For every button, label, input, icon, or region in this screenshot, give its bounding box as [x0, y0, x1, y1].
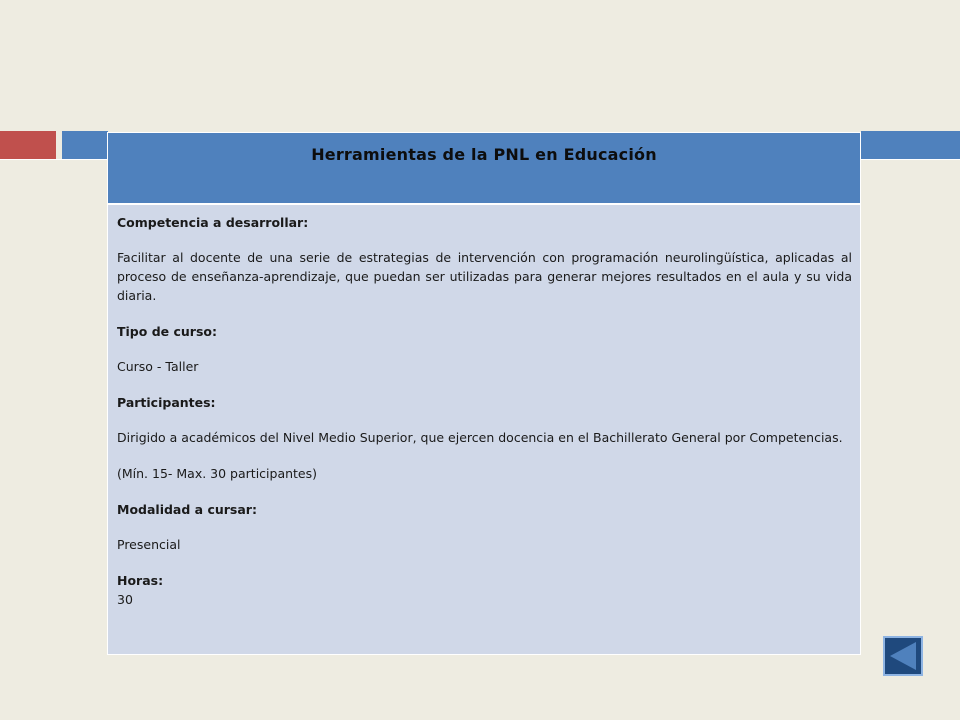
back-button[interactable]: [883, 636, 923, 676]
participantes-label: Participantes:: [117, 395, 216, 410]
decor-bar-blue-left: [62, 131, 108, 159]
tipo-curso-text: Curso - Taller: [117, 359, 199, 374]
participantes-range: (Mín. 15- Max. 30 participantes): [117, 466, 318, 481]
competencia-label: Competencia a desarrollar:: [117, 215, 309, 230]
table-body: [108, 205, 860, 609]
table-header: [108, 133, 860, 205]
participantes-text: Dirigido a académicos del Nivel Medio Superior, que ejercen docencia en el Bachillerato General por Competencias.: [117, 430, 843, 445]
page-title: Herramientas de la PNL en Educación: [311, 145, 657, 164]
decor-bar-blue-right: [861, 131, 960, 159]
triangle-left-icon: [885, 638, 921, 674]
tipo-curso-label: Tipo de curso:: [117, 324, 217, 339]
competencia-text: Facilitar al docente de una serie de estrategias de intervención con programación neurolingüística, aplicadas al proceso de enseñanza-aprendizaje, que puedan ser utilizadas para generar mejores resultados en el aula y su vida diaria.: [117, 250, 852, 303]
horas-text: 30: [117, 592, 133, 607]
modalidad-text: Presencial: [117, 537, 181, 552]
modalidad-label: Modalidad a cursar:: [117, 502, 257, 517]
horas-label: Horas:: [117, 573, 164, 588]
course-info-table: [107, 132, 861, 655]
decor-bar-red: [0, 131, 56, 159]
